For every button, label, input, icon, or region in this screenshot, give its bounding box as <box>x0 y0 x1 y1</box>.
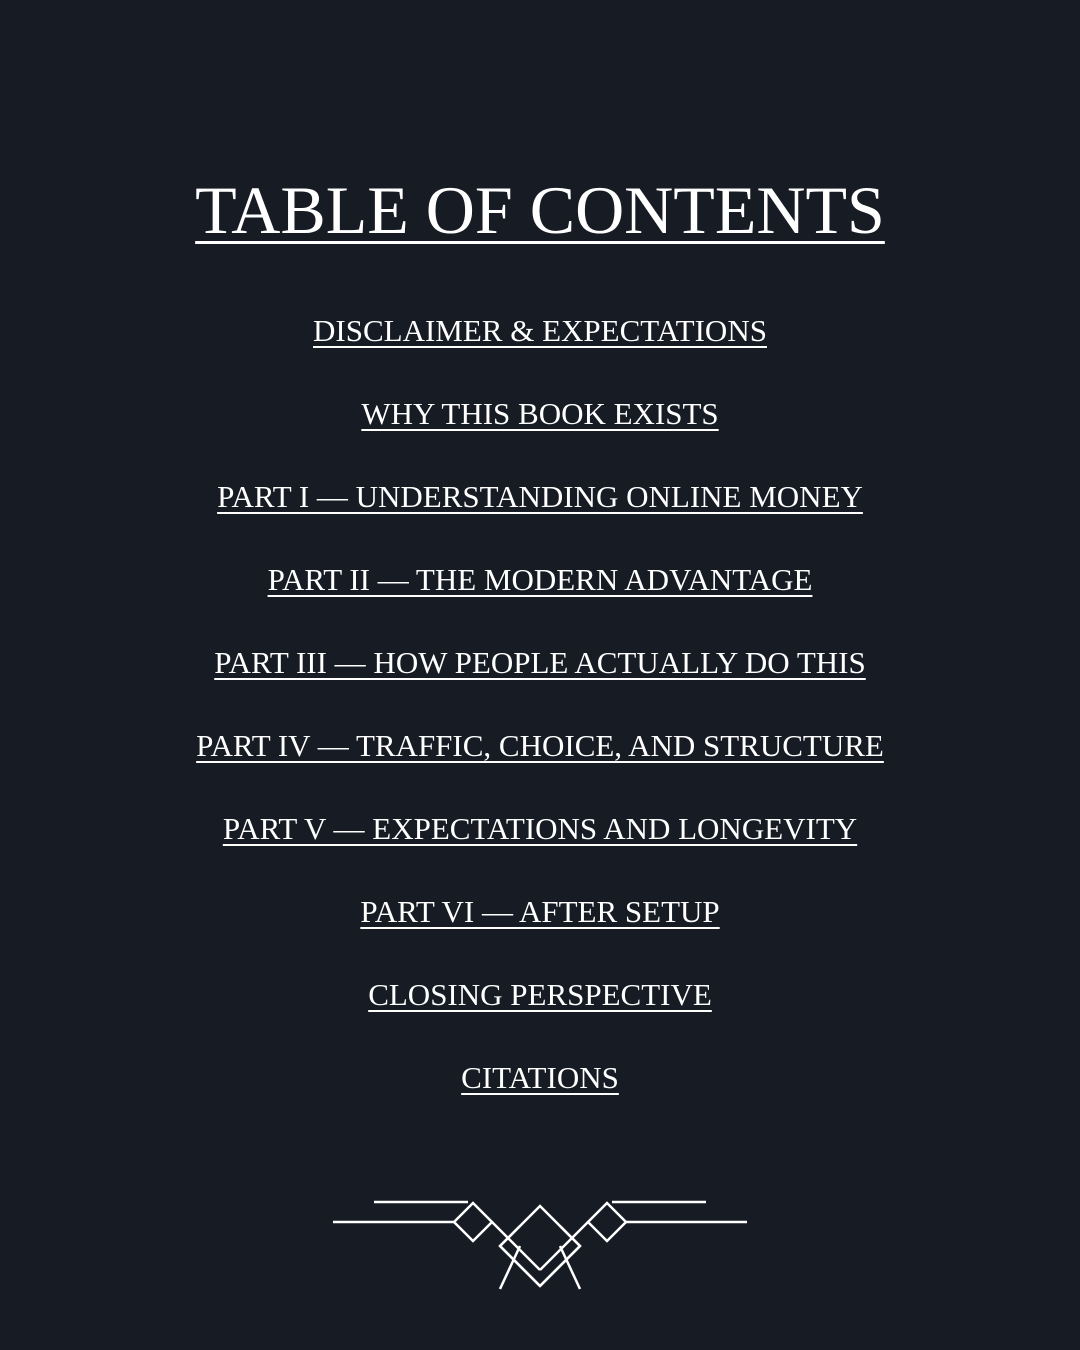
toc-item <box>190 476 890 518</box>
toc-link-closing-perspective[interactable]: CLOSING PERSPECTIVE <box>368 977 712 1012</box>
toc-item <box>190 559 890 601</box>
toc-link-part-4[interactable]: PART IV — TRAFFIC, CHOICE, AND STRUCTURE <box>196 728 884 763</box>
toc-link-part-5[interactable]: PART V — EXPECTATIONS AND LONGEVITY <box>222 811 858 846</box>
toc-item <box>190 891 890 933</box>
toc-link-part-6[interactable]: PART VI — AFTER SETUP <box>360 894 720 929</box>
toc-link-citations[interactable]: CITATIONS <box>461 1060 619 1095</box>
toc-link-why-this-book-exists[interactable]: WHY THIS BOOK EXISTS <box>361 396 719 431</box>
page-title: TABLE OF CONTENTS <box>195 172 885 248</box>
toc-item <box>190 974 890 1016</box>
toc-link-part-2[interactable]: PART II — THE MODERN ADVANTAGE <box>267 562 813 597</box>
toc-item <box>190 393 890 435</box>
toc-link-disclaimer[interactable]: DISCLAIMER & EXPECTATIONS <box>313 313 767 348</box>
table-of-contents-list <box>0 310 1080 1140</box>
toc-item <box>190 808 890 850</box>
art-deco-divider-icon <box>330 1196 750 1296</box>
toc-item <box>190 1057 890 1099</box>
toc-link-part-3[interactable]: PART III — HOW PEOPLE ACTUALLY DO THIS <box>214 645 866 680</box>
toc-item <box>190 310 890 352</box>
toc-item <box>190 642 890 684</box>
toc-item <box>190 725 890 767</box>
toc-link-part-1[interactable]: PART I — UNDERSTANDING ONLINE MONEY <box>217 479 863 514</box>
